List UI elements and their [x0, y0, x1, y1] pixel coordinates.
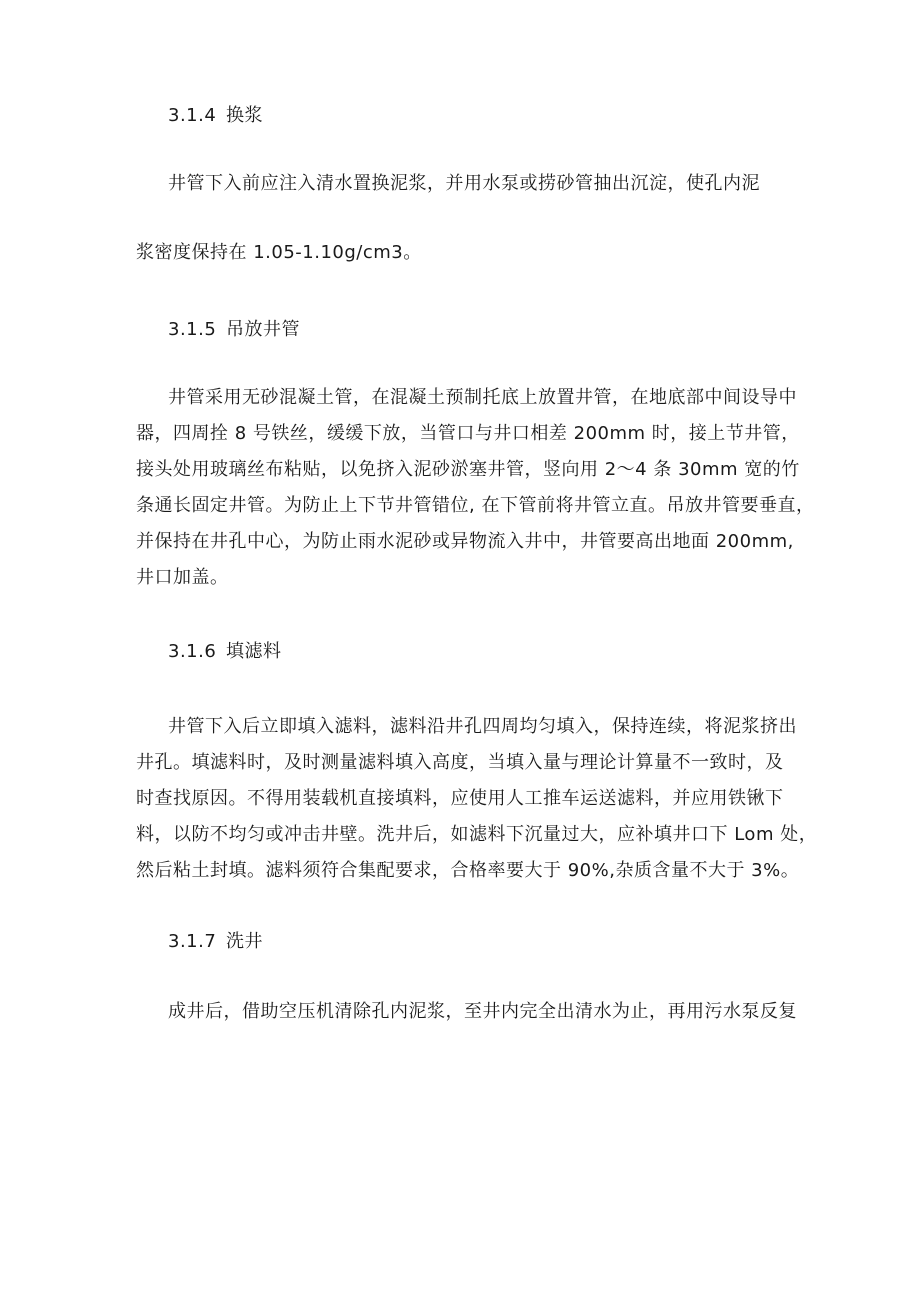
section-number: 3.1.7	[168, 931, 217, 952]
paragraph-line: 料，以防不均匀或冲击井壁。洗井后，如滤料下沉量过大，应补填井口下 Lom 处，	[136, 824, 818, 845]
section-title: 换浆	[226, 105, 263, 126]
section-heading-3-1-7	[168, 930, 828, 954]
paragraph-line: 接头处用玻璃丝布粘贴，以免挤入泥砂淤塞井管，竖向用 2～4 条 30mm 宽的竹	[136, 459, 800, 480]
paragraph-line: 并保持在井孔中心，为防止雨水泥砂或异物流入井中，井管要高出地面 200mm,	[136, 531, 794, 552]
section-heading-3-1-6	[168, 640, 828, 664]
paragraph-line: 井管下入后立即填入滤料，滤料沿井孔四周均匀填入，保持连续，将泥浆挤出	[168, 716, 797, 737]
paragraph-line: 时查找原因。不得用装载机直接填料，应使用人工推车运送滤料，并应用铁锹下	[136, 788, 784, 809]
paragraph-line: 浆密度保持在 1.05-1.10g/cm3。	[136, 242, 422, 263]
section-title: 吊放井管	[226, 319, 300, 340]
section-number: 3.1.5	[168, 319, 217, 340]
section-title: 填滤料	[226, 641, 282, 662]
section-number: 3.1.6	[168, 641, 217, 662]
paragraph-line: 成井后，借助空压机清除孔内泥浆，至井内完全出清水为止，再用污水泵反复	[168, 1001, 797, 1022]
paragraph-line: 井口加盖。	[136, 567, 229, 588]
paragraph-line: 井孔。填滤料时，及时测量滤料填入高度，当填入量与理论计算量不一致时，及	[136, 752, 784, 773]
paragraph-line: 条通长固定井管。为防止上下节井管错位, 在下管前将井管立直。吊放井管要垂直，	[136, 495, 815, 516]
section-number: 3.1.4	[168, 105, 217, 126]
section-title: 洗井	[226, 931, 263, 952]
paragraph-line: 器，四周拴 8 号铁丝，缓缓下放，当管口与井口相差 200mm 时，接上节井管，	[136, 423, 800, 444]
section-heading-3-1-4	[168, 104, 828, 128]
section-heading-3-1-5	[168, 318, 828, 342]
paragraph-line: 井管下入前应注入清水置换泥浆，并用水泵或捞砂管抽出沉淀，使孔内泥	[168, 173, 760, 194]
paragraph-line: 井管采用无砂混凝土管，在混凝土预制托底上放置井管，在地底部中间设导中	[168, 387, 797, 408]
paragraph-line: 然后粘土封填。滤料须符合集配要求，合格率要大于 90%,杂质含量不大于 3%。	[136, 860, 800, 881]
